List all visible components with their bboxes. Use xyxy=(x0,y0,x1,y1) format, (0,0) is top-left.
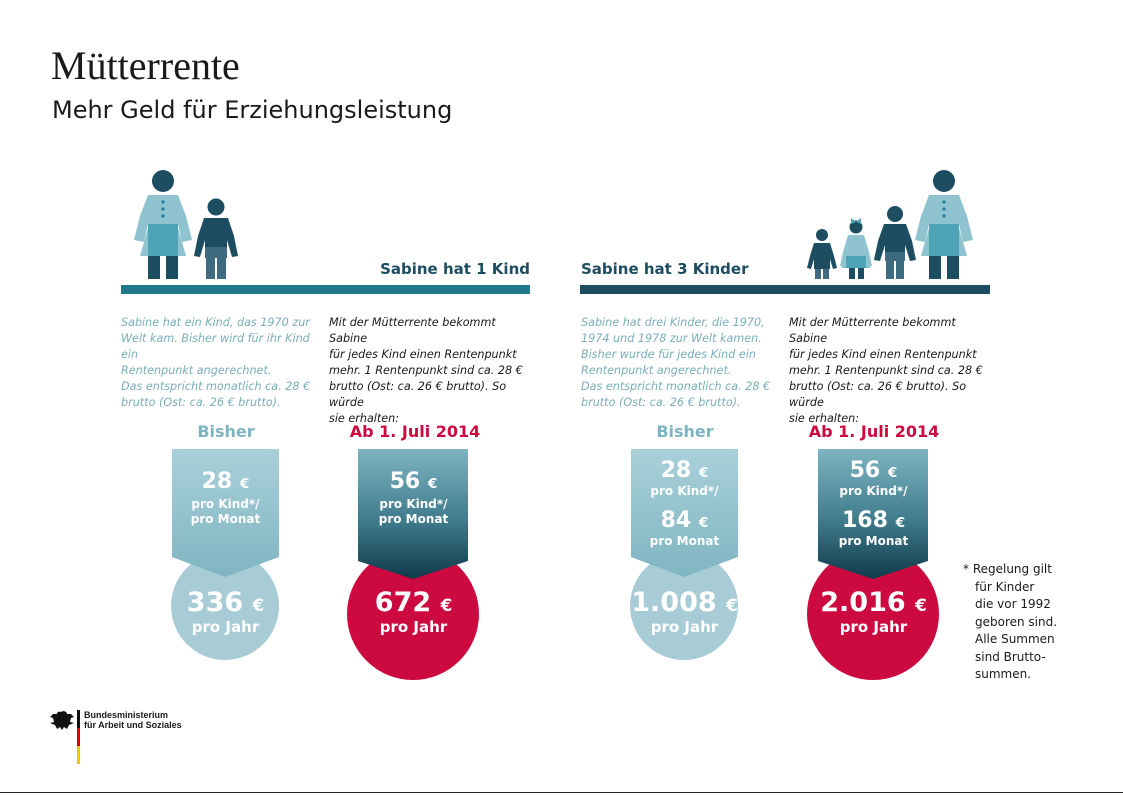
left-ab-line1: pro Kind*/ xyxy=(379,497,448,511)
right-bisher-total: 84 € xyxy=(660,508,709,533)
logo-line1: Bundesministerium xyxy=(84,710,169,720)
right-ab-label: Ab 1. Juli 2014 xyxy=(808,422,940,441)
page-title: Mütterrente xyxy=(51,43,240,88)
right-ab-amount: 56 € xyxy=(849,458,898,483)
left-bisher-label: Bisher xyxy=(197,422,255,441)
logo-line2: für Arbeit und Soziales xyxy=(84,720,182,730)
right-ab-medal xyxy=(806,449,941,681)
eagle-icon xyxy=(50,708,80,768)
left-bisher-medal xyxy=(163,449,288,661)
right-ab-year-label: pro Jahr xyxy=(839,618,908,636)
left-bisher-line1: pro Kind*/ xyxy=(191,497,260,511)
right-ab-total: 168 € xyxy=(841,508,906,533)
right-bisher-medal xyxy=(622,449,747,661)
left-bisher-year-label: pro Jahr xyxy=(191,618,260,636)
left-bisher-year-amount: 336 € xyxy=(186,587,265,618)
right-desc-after: Mit der Mütterrente bekommt Sabine für jedes Kind einen Rentenpunkt mehr. 1 Rentenpunkt sind ca. 28 € brutto (Ost: ca. 26 € brutto). So würde sie erhalten: xyxy=(789,316,983,425)
left-ab-label: Ab 1. Juli 2014 xyxy=(349,422,481,441)
right-ab-line1: pro Kind*/ xyxy=(839,484,908,498)
right-bisher-line1: pro Kind*/ xyxy=(650,484,719,498)
left-ab-medal xyxy=(346,449,481,681)
ministry-logo xyxy=(50,708,190,768)
right-heading: Sabine hat 3 Kinder xyxy=(581,260,749,278)
left-bisher-amount: 28 € xyxy=(201,469,250,494)
right-ab-total-label: pro Monat xyxy=(838,534,909,548)
right-bisher-year-label: pro Jahr xyxy=(650,618,719,636)
footnote: * Regelung gilt für Kinder die vor 1992 geboren sind. Alle Summen sind Brutto- summen. xyxy=(963,562,1058,681)
left-desc-after: Mit der Mütterrente bekommt Sabine für jedes Kind einen Rentenpunkt mehr. 1 Rentenpunkt sind ca. 28 € brutto (Ost: ca. 26 € brutto). So würde sie erhalten: xyxy=(329,316,523,425)
left-desc-before: Sabine hat ein Kind, das 1970 zur Welt kam. Bisher wird für ihr Kind ein Rentenpunkt angerechnet. Das entspricht monatlich ca. 28 € brutto (Ost: ca. 26 € brutto). xyxy=(121,316,311,409)
mother-child-illustration xyxy=(120,168,250,282)
right-bisher-amount: 28 € xyxy=(660,458,709,483)
right-ab-year-amount: 2.016 € xyxy=(820,587,927,618)
bottom-rule xyxy=(0,792,1123,793)
right-desc-before: Sabine hat drei Kinder, die 1970, 1974 und 1978 zur Welt kamen. Bisher wurde für jedes Kind ein Rentenpunkt angerechnet. Das entspricht monatlich ca. 28 € brutto (Ost: ca. 26 € brutto). xyxy=(581,316,771,409)
right-divider-bar xyxy=(580,285,990,294)
left-bisher-line2: pro Monat xyxy=(190,512,261,526)
right-bisher-year-amount: 1.008 € xyxy=(631,587,738,618)
page-subtitle: Mehr Geld für Erziehungsleistung xyxy=(52,96,453,124)
left-ab-year-label: pro Jahr xyxy=(379,618,448,636)
right-bisher-label: Bisher xyxy=(656,422,714,441)
left-heading: Sabine hat 1 Kind xyxy=(380,260,530,278)
left-ab-year-amount: 672 € xyxy=(374,587,453,618)
mother-three-children-illustration xyxy=(805,168,985,282)
left-ab-line2: pro Monat xyxy=(378,512,449,526)
left-ab-amount: 56 € xyxy=(389,469,438,494)
left-divider-bar xyxy=(121,285,530,294)
right-bisher-total-label: pro Monat xyxy=(649,534,720,548)
